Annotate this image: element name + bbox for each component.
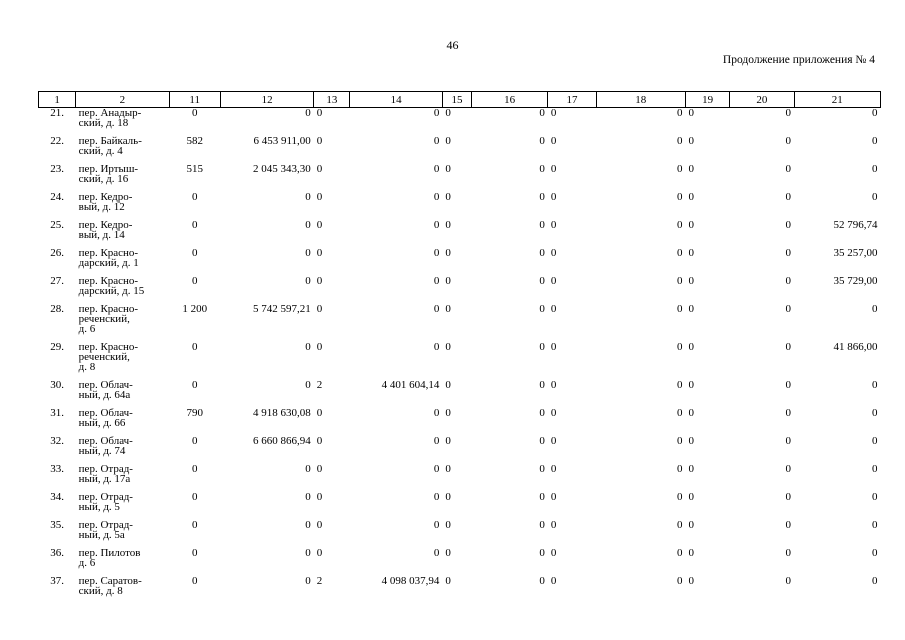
row-number-cell: 21. [50, 107, 64, 119]
column-header: 13 [314, 92, 350, 108]
address-cell [76, 520, 169, 548]
address-cell [76, 108, 169, 137]
value-cell-col-16: 0 [539, 379, 545, 391]
column-header: 1 [39, 92, 76, 108]
value-cell-col-13: 0 [316, 407, 323, 419]
value-cell-col-11: 0 [191, 191, 198, 203]
value-cell-col-19: 0 [688, 547, 694, 559]
value-cell-col-18: 0 [677, 191, 683, 203]
address-line: ный, д. 5 [78, 501, 120, 513]
value-cell-col-18: 0 [677, 491, 683, 503]
column-header: 11 [169, 92, 220, 108]
value-cell-col-15: 0 [445, 519, 451, 531]
value-cell-col-17: 0 [550, 407, 557, 419]
address-line: реченский, [78, 351, 130, 363]
value-cell-col-21: 0 [872, 435, 878, 447]
value-cell-col-15: 0 [445, 135, 451, 147]
value-cell-col-19: 0 [688, 107, 694, 119]
value-cell-col-17: 0 [550, 491, 557, 503]
table-row [39, 380, 881, 408]
address-cell [76, 136, 169, 164]
address-cell [76, 548, 169, 576]
value-cell-col-14: 0 [433, 547, 440, 559]
value-cell-col-16: 0 [539, 135, 545, 147]
header-row [39, 92, 881, 108]
value-cell-col-14: 4 401 604,14 [381, 379, 440, 391]
value-cell-col-17: 0 [550, 219, 557, 231]
value-cell-col-13: 0 [316, 491, 323, 503]
address-line: дарский, д. 1 [78, 257, 139, 269]
value-cell-col-21: 0 [872, 407, 878, 419]
value-cell-col-20: 0 [785, 491, 791, 503]
value-cell-col-18: 0 [677, 341, 683, 353]
value-cell-col-19: 0 [688, 575, 694, 587]
value-cell-col-13: 2 [316, 379, 323, 391]
value-cell-col-15: 0 [445, 547, 451, 559]
row-number-cell: 23. [50, 163, 64, 175]
value-cell-col-21: 0 [872, 547, 878, 559]
value-cell-col-17: 0 [550, 191, 557, 203]
address-line: пер. Анадыр- [78, 107, 142, 119]
address-cell [76, 464, 169, 492]
address-cell [76, 164, 169, 192]
value-cell-col-15: 0 [445, 435, 451, 447]
value-cell-col-12: 0 [305, 191, 311, 203]
value-cell-col-21: 0 [872, 107, 878, 119]
row-number-cell: 27. [50, 275, 64, 287]
column-header: 15 [442, 92, 471, 108]
table-row [39, 408, 881, 436]
value-cell-col-11: 1 200 [182, 303, 208, 315]
value-cell-col-18: 0 [677, 547, 683, 559]
row-number-cell: 22. [50, 135, 64, 147]
value-cell-col-18: 0 [677, 519, 683, 531]
value-cell-col-19: 0 [688, 247, 694, 259]
address-line: пер. Иртыш- [78, 163, 139, 175]
value-cell-col-15: 0 [445, 275, 451, 287]
table-row [39, 548, 881, 576]
value-cell-col-15: 0 [445, 163, 451, 175]
column-header: 20 [730, 92, 794, 108]
appendix-caption: Продолжение приложения № 4 [722, 54, 875, 66]
value-cell-col-21: 0 [872, 135, 878, 147]
value-cell-col-16: 0 [539, 107, 545, 119]
value-cell-col-15: 0 [445, 575, 451, 587]
address-cell [76, 248, 169, 276]
value-cell-col-21: 0 [872, 463, 878, 475]
value-cell-col-21: 0 [872, 379, 878, 391]
value-cell-col-14: 0 [433, 519, 440, 531]
address-line: пер. Саратов- [78, 575, 142, 587]
value-cell-col-16: 0 [539, 163, 545, 175]
value-cell-col-14: 0 [433, 135, 440, 147]
value-cell-col-21: 0 [872, 491, 878, 503]
address-cell [76, 304, 169, 342]
value-cell-col-18: 0 [677, 463, 683, 475]
value-cell-col-11: 515 [186, 163, 203, 175]
value-cell-col-19: 0 [688, 135, 694, 147]
value-cell-col-13: 0 [316, 303, 323, 315]
value-cell-col-16: 0 [539, 191, 545, 203]
value-cell-col-13: 0 [316, 435, 323, 447]
value-cell-col-18: 0 [677, 219, 683, 231]
value-cell-col-13: 0 [316, 547, 323, 559]
value-cell-col-11: 0 [191, 247, 198, 259]
value-cell-col-15: 0 [445, 491, 451, 503]
value-cell-col-14: 0 [433, 163, 440, 175]
row-number-cell: 33. [50, 463, 64, 475]
value-cell-col-20: 0 [785, 191, 791, 203]
column-header: 16 [472, 92, 548, 108]
value-cell-col-17: 0 [550, 435, 557, 447]
address-line: пер. Байкаль- [78, 135, 142, 147]
value-cell-col-18: 0 [677, 379, 683, 391]
address-cell [76, 220, 169, 248]
address-line: ский, д. 18 [78, 117, 129, 129]
value-cell-col-21: 0 [872, 191, 878, 203]
value-cell-col-20: 0 [785, 135, 791, 147]
column-header: 17 [548, 92, 596, 108]
table-row [39, 304, 881, 342]
address-line: ный, д. 74 [78, 445, 126, 457]
address-line: дарский, д. 15 [78, 285, 145, 297]
address-line: пер. Кедро- [78, 219, 133, 231]
value-cell-col-20: 0 [785, 163, 791, 175]
value-cell-col-18: 0 [677, 407, 683, 419]
table-row [39, 276, 881, 304]
row-number-cell: 31. [50, 407, 64, 419]
address-line: пер. Облач- [78, 435, 133, 447]
address-line: д. 6 [78, 323, 96, 335]
value-cell-col-17: 0 [550, 275, 557, 287]
value-cell-col-11: 0 [191, 491, 198, 503]
value-cell-col-12: 0 [305, 463, 311, 475]
row-number-cell: 36. [50, 547, 64, 559]
value-cell-col-17: 0 [550, 303, 557, 315]
value-cell-col-13: 0 [316, 107, 323, 119]
value-cell-col-18: 0 [677, 575, 683, 587]
value-cell-col-21: 0 [872, 519, 878, 531]
value-cell-col-15: 0 [445, 303, 451, 315]
value-cell-col-12: 6 453 911,00 [253, 135, 311, 147]
table-row [39, 192, 881, 220]
table-row [39, 576, 881, 604]
address-line: ский, д. 4 [78, 145, 123, 157]
value-cell-col-12: 0 [305, 575, 311, 587]
address-line: ный, д. 64а [78, 389, 131, 401]
address-line: д. 8 [78, 361, 96, 373]
value-cell-col-18: 0 [677, 163, 683, 175]
value-cell-col-15: 0 [445, 219, 451, 231]
value-cell-col-18: 0 [677, 275, 683, 287]
value-cell-col-17: 0 [550, 163, 557, 175]
value-cell-col-17: 0 [550, 247, 557, 259]
value-cell-col-13: 0 [316, 163, 323, 175]
value-cell-col-17: 0 [550, 575, 557, 587]
value-cell-col-19: 0 [688, 341, 694, 353]
value-cell-col-20: 0 [785, 107, 791, 119]
value-cell-col-20: 0 [785, 519, 791, 531]
value-cell-col-15: 0 [445, 341, 451, 353]
value-cell-col-19: 0 [688, 219, 694, 231]
value-cell-col-19: 0 [688, 303, 694, 315]
row-number-cell: 26. [50, 247, 64, 259]
value-cell-col-16: 0 [539, 547, 545, 559]
column-header: 21 [794, 92, 881, 108]
value-cell-col-14: 0 [433, 191, 440, 203]
table-row [39, 248, 881, 276]
page-number: 46 [446, 38, 459, 52]
column-header: 14 [350, 92, 442, 108]
address-line: д. 6 [78, 557, 96, 569]
value-cell-col-15: 0 [445, 191, 451, 203]
row-number-cell: 32. [50, 435, 64, 447]
value-cell-col-11: 582 [186, 135, 203, 147]
value-cell-col-20: 0 [785, 341, 791, 353]
value-cell-col-16: 0 [539, 435, 545, 447]
value-cell-col-11: 0 [191, 575, 198, 587]
value-cell-col-19: 0 [688, 435, 694, 447]
value-cell-col-18: 0 [677, 135, 683, 147]
value-cell-col-14: 0 [433, 407, 440, 419]
address-cell [76, 436, 169, 464]
value-cell-col-14: 0 [433, 435, 440, 447]
value-cell-col-20: 0 [785, 247, 791, 259]
address-cell [76, 408, 169, 436]
value-cell-col-12: 0 [305, 547, 311, 559]
column-header: 18 [596, 92, 685, 108]
value-cell-col-15: 0 [445, 107, 451, 119]
address-line: вый, д. 12 [78, 201, 125, 213]
value-cell-col-15: 0 [445, 463, 451, 475]
address-cell [76, 276, 169, 304]
value-cell-col-11: 0 [191, 519, 198, 531]
value-cell-col-16: 0 [539, 491, 545, 503]
value-cell-col-11: 0 [191, 463, 198, 475]
value-cell-col-15: 0 [445, 379, 451, 391]
value-cell-col-12: 4 918 630,08 [253, 407, 311, 419]
row-number-cell: 29. [50, 341, 64, 353]
address-cell [76, 576, 169, 604]
row-number-cell: 35. [50, 519, 64, 531]
value-cell-col-20: 0 [785, 275, 791, 287]
value-cell-col-19: 0 [688, 463, 694, 475]
value-cell-col-16: 0 [539, 575, 545, 587]
column-header: 12 [220, 92, 313, 108]
value-cell-col-20: 0 [785, 379, 791, 391]
address-line: пер. Отрад- [78, 519, 133, 531]
value-cell-col-20: 0 [785, 407, 791, 419]
value-cell-col-21: 35 257,00 [833, 247, 878, 259]
value-cell-col-11: 0 [191, 379, 198, 391]
value-cell-col-21: 41 866,00 [833, 341, 878, 353]
value-cell-col-11: 0 [191, 275, 198, 287]
value-cell-col-17: 0 [550, 547, 557, 559]
address-line: ный, д. 17а [78, 473, 131, 485]
row-number-cell: 24. [50, 191, 64, 203]
address-line: пер. Отрад- [78, 463, 133, 475]
value-cell-col-13: 0 [316, 275, 323, 287]
table-row [39, 342, 881, 380]
value-cell-col-21: 35 729,00 [833, 275, 878, 287]
value-cell-col-14: 4 098 037,94 [381, 575, 440, 587]
value-cell-col-19: 0 [688, 519, 694, 531]
value-cell-col-19: 0 [688, 491, 694, 503]
value-cell-col-21: 0 [872, 303, 878, 315]
value-cell-col-11: 0 [191, 341, 198, 353]
row-number-cell: 37. [50, 575, 64, 587]
value-cell-col-18: 0 [677, 435, 683, 447]
value-cell-col-11: 0 [191, 435, 198, 447]
value-cell-col-11: 0 [191, 547, 198, 559]
address-line: пер. Облач- [78, 379, 133, 391]
address-cell [76, 192, 169, 220]
address-line: пер. Отрад- [78, 491, 133, 503]
value-cell-col-20: 0 [785, 463, 791, 475]
address-line: ский, д. 8 [78, 585, 123, 597]
value-cell-col-19: 0 [688, 191, 694, 203]
value-cell-col-13: 0 [316, 219, 323, 231]
row-number-cell: 30. [50, 379, 64, 391]
value-cell-col-21: 0 [872, 575, 878, 587]
value-cell-col-13: 2 [316, 575, 323, 587]
value-cell-col-14: 0 [433, 219, 440, 231]
address-line: пер. Кедро- [78, 191, 133, 203]
value-cell-col-17: 0 [550, 107, 557, 119]
value-cell-col-13: 0 [316, 341, 323, 353]
value-cell-col-18: 0 [677, 107, 683, 119]
value-cell-col-12: 0 [305, 379, 311, 391]
table-row [39, 136, 881, 164]
table-row [39, 436, 881, 464]
value-cell-col-21: 0 [872, 163, 878, 175]
value-cell-col-12: 0 [305, 341, 311, 353]
address-line: пер. Красно- [78, 247, 139, 259]
value-cell-col-12: 0 [305, 275, 311, 287]
address-line: реченский, [78, 313, 130, 325]
value-cell-col-13: 0 [316, 135, 323, 147]
value-cell-col-16: 0 [539, 341, 545, 353]
value-cell-col-11: 0 [191, 107, 198, 119]
value-cell-col-12: 2 045 343,30 [253, 163, 311, 175]
row-number-cell: 34. [50, 491, 64, 503]
value-cell-col-20: 0 [785, 303, 791, 315]
address-line: вый, д. 14 [78, 229, 125, 241]
value-cell-col-18: 0 [677, 303, 683, 315]
table-row [39, 164, 881, 192]
value-cell-col-14: 0 [433, 491, 440, 503]
value-cell-col-17: 0 [550, 519, 557, 531]
value-cell-col-20: 0 [785, 575, 791, 587]
address-line: пер. Красно- [78, 341, 139, 353]
table-row [39, 464, 881, 492]
table-body [39, 108, 881, 605]
data-table [38, 91, 881, 604]
value-cell-col-16: 0 [539, 463, 545, 475]
value-cell-col-12: 0 [305, 491, 311, 503]
address-line: пер. Облач- [78, 407, 133, 419]
column-header: 19 [686, 92, 730, 108]
value-cell-col-14: 0 [433, 247, 440, 259]
value-cell-col-19: 0 [688, 379, 694, 391]
value-cell-col-16: 0 [539, 247, 545, 259]
value-cell-col-19: 0 [688, 275, 694, 287]
address-cell [76, 342, 169, 380]
value-cell-col-16: 0 [539, 275, 545, 287]
value-cell-col-13: 0 [316, 191, 323, 203]
value-cell-col-17: 0 [550, 463, 557, 475]
value-cell-col-17: 0 [550, 379, 557, 391]
address-cell [76, 380, 169, 408]
value-cell-col-20: 0 [785, 435, 791, 447]
table-row [39, 492, 881, 520]
value-cell-col-19: 0 [688, 407, 694, 419]
value-cell-col-14: 0 [433, 341, 440, 353]
address-line: пер. Красно- [78, 303, 139, 315]
value-cell-col-12: 0 [305, 519, 311, 531]
value-cell-col-20: 0 [785, 547, 791, 559]
table-row [39, 220, 881, 248]
value-cell-col-14: 0 [433, 275, 440, 287]
value-cell-col-14: 0 [433, 107, 440, 119]
value-cell-col-16: 0 [539, 519, 545, 531]
value-cell-col-21: 52 796,74 [833, 219, 878, 231]
value-cell-col-20: 0 [785, 219, 791, 231]
value-cell-col-12: 0 [305, 107, 311, 119]
value-cell-col-12: 0 [305, 219, 311, 231]
row-number-cell: 25. [50, 219, 64, 231]
value-cell-col-12: 0 [305, 247, 311, 259]
address-line: пер. Красно- [78, 275, 139, 287]
value-cell-col-11: 790 [186, 407, 203, 419]
value-cell-col-14: 0 [433, 463, 440, 475]
value-cell-col-12: 6 660 866,94 [253, 435, 311, 447]
value-cell-col-19: 0 [688, 163, 694, 175]
value-cell-col-15: 0 [445, 407, 451, 419]
row-number-cell: 28. [50, 303, 64, 315]
value-cell-col-17: 0 [550, 135, 557, 147]
address-line: ный, д. 5а [78, 529, 125, 541]
address-line: ский, д. 16 [78, 173, 129, 185]
table-row [39, 520, 881, 548]
value-cell-col-12: 5 742 597,21 [253, 303, 311, 315]
address-line: пер. Пилотов [78, 547, 141, 559]
address-line: ный, д. 66 [78, 417, 126, 429]
value-cell-col-11: 0 [191, 219, 198, 231]
value-cell-col-15: 0 [445, 247, 451, 259]
value-cell-col-14: 0 [433, 303, 440, 315]
value-cell-col-13: 0 [316, 519, 323, 531]
value-cell-col-17: 0 [550, 341, 557, 353]
value-cell-col-16: 0 [539, 303, 545, 315]
column-header: 2 [76, 92, 169, 108]
value-cell-col-13: 0 [316, 463, 323, 475]
value-cell-col-18: 0 [677, 247, 683, 259]
address-cell [76, 492, 169, 520]
value-cell-col-16: 0 [539, 407, 545, 419]
value-cell-col-13: 0 [316, 247, 323, 259]
table-row [39, 108, 881, 137]
value-cell-col-16: 0 [539, 219, 545, 231]
